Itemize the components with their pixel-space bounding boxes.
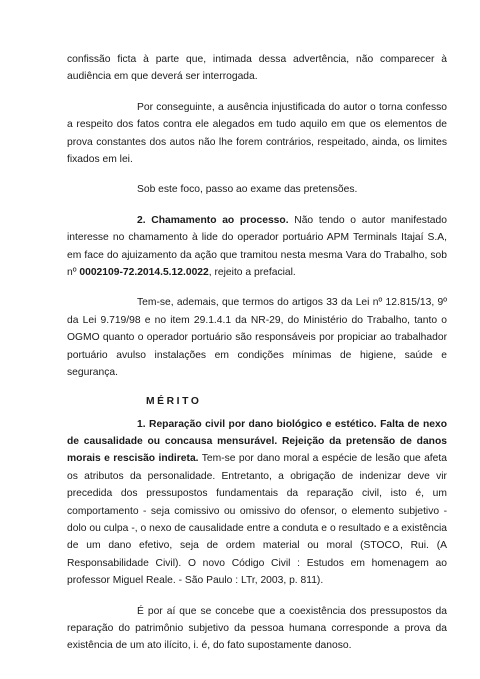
paragraph-reparacao [67, 416, 447, 590]
process-number: 0002109-72.2014.5.12.0022 [79, 267, 209, 279]
reparacao-heading: 1. Reparação civil por dano biológico e estético. Falta de nexo de causalidade ou concausa mensurável. Rejeição da pretensão de danos morais e rescisão indireta. [67, 418, 447, 465]
paragraph-chamamento [67, 212, 447, 282]
chamamento-heading: 2. Chamamento ao processo. [137, 214, 289, 226]
chamamento-tail: , rejeito a prefacial. [208, 267, 296, 279]
paragraph-coexistencia: É por aí que se concebe que a coexistência dos pressupostos da reparação do patrimônio subjetivo da pessoa humana corresponde a prova da existência de um ato ilícito, i. é, do fato supostamente danoso. [67, 605, 447, 652]
paragraph-foco: Sob este foco, passo ao exame das pretensões. [137, 184, 358, 196]
reparacao-text: Tem-se por dano moral a espécie de lesão que afeta os atributos da personalidade. Entretanto, a obrigação de indenizar deve vir precedida dos pressupostos fundamentais da reparação civil, isto é, um comportamento - seja comissivo ou omissivo do ofensor, o elemento subjetivo - dolo ou culpa -, o nexo de causalidade entre a conduta e o resultado e a existência de um dano efetivo, seja de ordem material ou moral (STOCO, Rui. (A Responsabilidade Civil). O novo Código Civil : Estudos em homenagem ao professor Miguel Reale. - São Paulo : LTr, 2003, p. 811). [67, 453, 447, 587]
paragraph-termos: Tem-se, ademais, que termos do artigos 33 da Lei nº 12.815/13, 9º da Lei 9.719/98 e no item 29.1.4.1 da NR-29, do Ministério do Trabalho, tanto o OGMO quanto o operador portuário são responsáveis por propiciar ao trabalhador portuário avulso instalações em condições mínimas de higiene, saúde e segurança. [67, 297, 447, 379]
chamamento-text: Não tendo o autor manifestado interesse no chamamento à lide do operador portuário APM Terminals Itajaí S.A, em face do ajuizamento da ação que tramitou nesta mesma Vara do Trabalho, sob nº [67, 214, 447, 279]
section-heading-merito: MÉRITO [146, 395, 202, 407]
paragraph-ausencia: Por conseguinte, a ausência injustificada do autor o torna confesso a respeito dos fatos contra ele alegados em tudo aquilo em que os elementos de prova constantes dos autos não lhe forem contrários, respeitado, ainda, os limites fixados em lei. [67, 101, 447, 166]
paragraph-confissao: confissão ficta à parte que, intimada dessa advertência, não comparecer à audiência em que deverá ser interrogada. [67, 54, 447, 83]
